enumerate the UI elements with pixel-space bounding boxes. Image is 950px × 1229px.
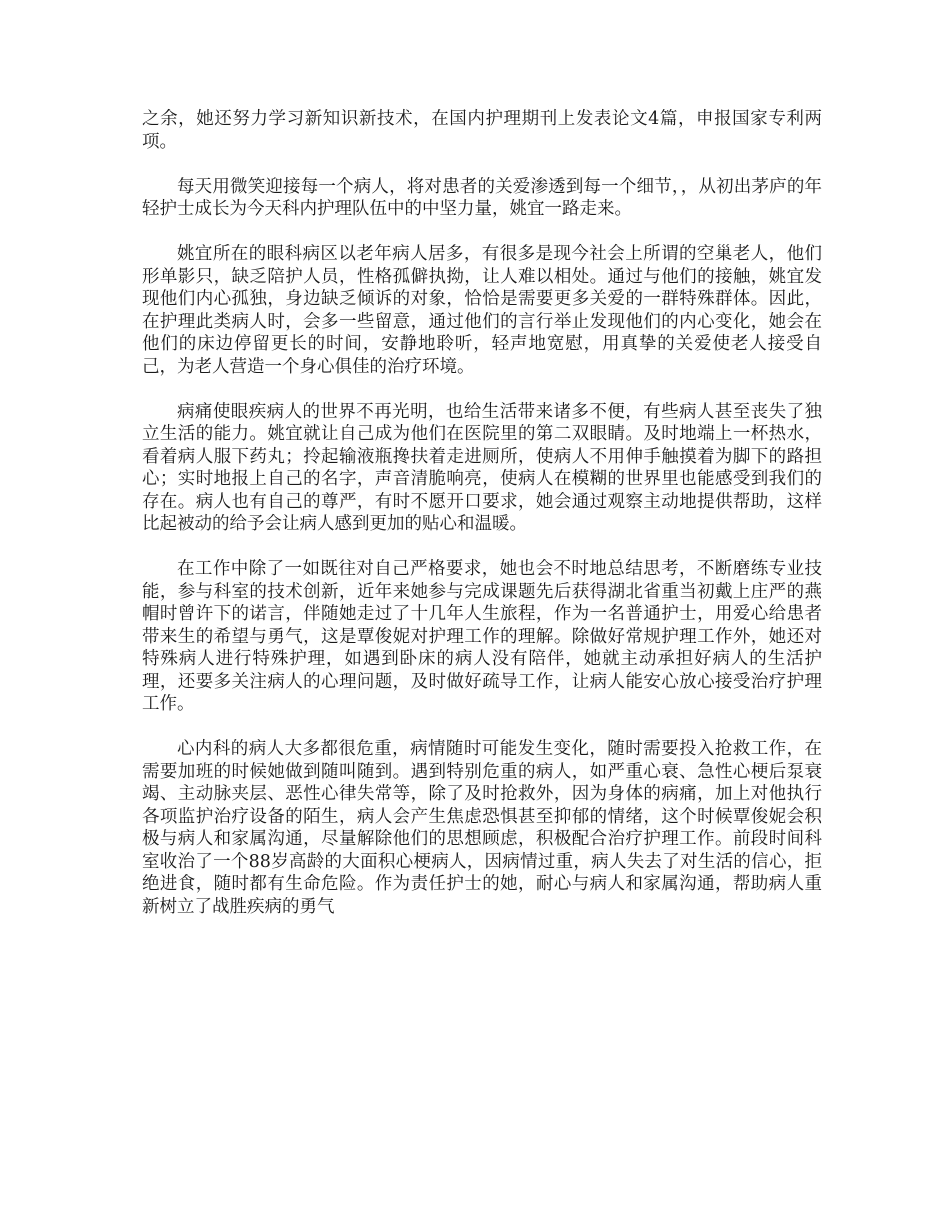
paragraph: 心内科的病人大多都很危重，病情随时可能发生变化，随时需要投入抢救工作，在需要加班的时候她做到随叫随到。遇到特别危重的病人，如严重心衰、急性心梗后泵衰竭、主动脉夹层、恶性心律失常等，除了及时抢救外，因为身体的病痛，加上对他执行各项监护治疗设备的陌生，病人会产生焦虑恐惧甚至抑郁的情绪，这个时候覃俊妮会积极与病人和家属沟通，尽量解除他们的思想顾虑，积极配合治疗护理工作。前段时间科室收治了一个88岁高龄的大面积心梗病人，因病情过重，病人失去了对生活的信心，拒绝进食，随时都有生命危险。作为责任护士的她，耐心与病人和家属沟通，帮助病人重新树立了战胜疾病的勇气	[142, 739, 822, 917]
paragraph: 每天用微笑迎接每一个病人，将对患者的关爱渗透到每一个细节，，从初出茅庐的年轻护士成长为今天科内护理队伍中的中坚力量，姚宜一路走来。	[142, 176, 822, 219]
paragraph-continuation: 之余，她还努力学习新知识新技术，在国内护理期刊上发表论文4篇，申报国家专利两项。	[142, 109, 822, 152]
paragraph: 在工作中除了一如既往对自己严格要求，她也会不时地总结思考，不断磨练专业技能，参与科室的技术创新，近年来她参与完成课题先后获得湖北省重当初戴上庄严的燕帽时曾许下的诺言，伴随她走过了十几年人生旅程，作为一名普通护士，用爱心给患者带来生的希望与勇气，这是覃俊妮对护理工作的理解。除做好常规护理工作外，她还对特殊病人进行特殊护理，如遇到卧床的病人没有陪伴，她就主动承担好病人的生活护理，还要多关注病人的心理问题，及时做好疏导工作，让病人能安心放心接受治疗护理工作。	[142, 559, 822, 714]
paragraph: 病痛使眼疾病人的世界不再光明，也给生活带来诸多不便，有些病人甚至丧失了独立生活的能力。姚宜就让自己成为他们在医院里的第二双眼睛。及时地端上一杯热水，看着病人服下药丸；拎起输液瓶搀扶着走进厕所，使病人不用伸手触摸着为脚下的路担心；实时地报上自己的名字，声音清脆响亮，使病人在模糊的世界里也能感受到我们的存在。病人也有自己的尊严，有时不愿开口要求，她会通过观察主动地提供帮助，这样比起被动的给予会让病人感到更加的贴心和温暖。	[142, 401, 822, 534]
paragraph: 姚宜所在的眼科病区以老年病人居多，有很多是现今社会上所谓的空巢老人，他们形单影只，缺乏陪护人员，性格孤僻执拗，让人难以相处。通过与他们的接触，姚宜发现他们内心孤独，身边缺乏倾诉的对象，恰恰是需要更多关爱的一群特殊群体。因此，在护理此类病人时，会多一些留意，通过他们的言行举止发现他们的内心变化，她会在他们的床边停留更长的时间，安静地聆听，轻声地宽慰，用真挚的关爱使老人接受自己，为老人营造一个身心俱佳的治疗环境。	[142, 244, 822, 377]
article-body	[142, 108, 822, 941]
